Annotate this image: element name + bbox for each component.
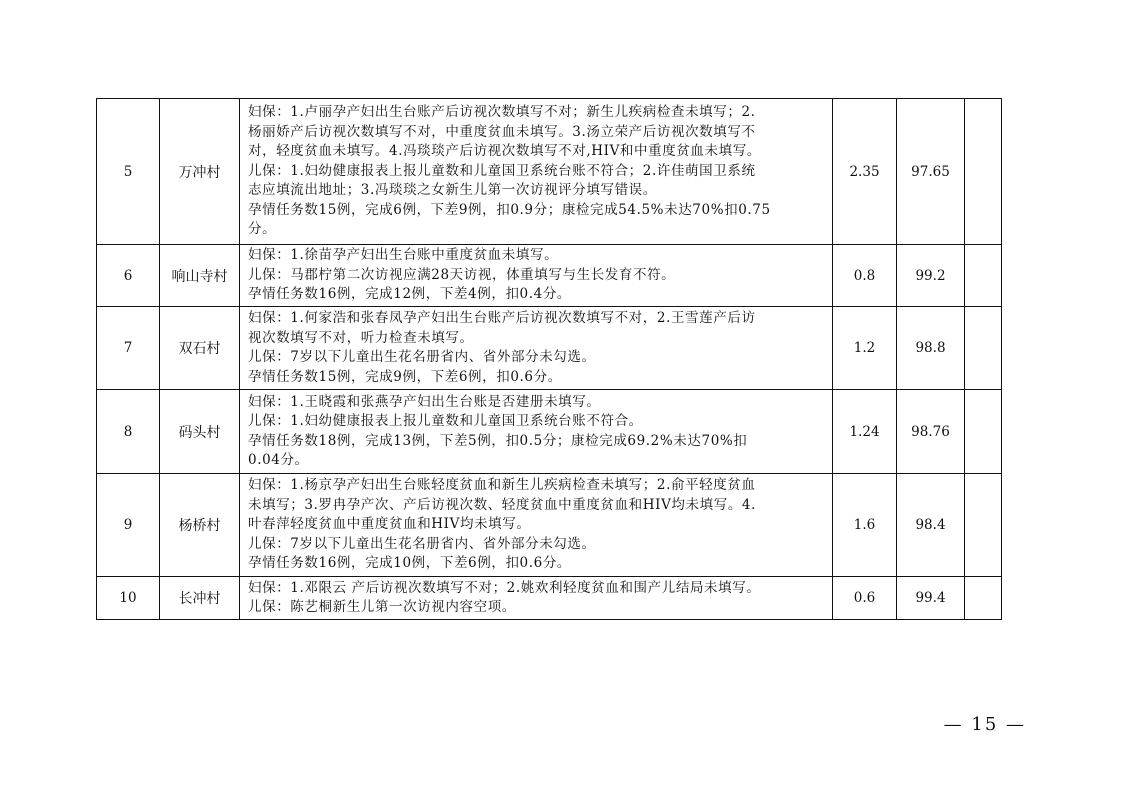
- detail-line: 妇保：1.杨京孕产妇出生台账轻度贫血和新生儿疾病检查未填写；2.俞平轻度贫血: [248, 477, 756, 494]
- score: 99.4: [897, 577, 965, 620]
- detail-line: 杨丽娇产后访视次数填写不对，中重度贫血未填写。3.汤立荣产后访视次数填写不: [248, 123, 756, 140]
- detail-line: 叶春萍轻度贫血中重度贫血和HIV均未填写。: [248, 516, 531, 533]
- detail-line: 0.04分。: [248, 452, 309, 468]
- detail-line: 孕情任务数18例，完成13例，下差5例，扣0.5分；康检完成69.2%未达70%扣: [248, 432, 748, 449]
- score: 99.2: [897, 245, 965, 307]
- inspection-table: [96, 98, 1002, 620]
- note-cell: [965, 245, 1002, 307]
- row-number: 10: [97, 577, 160, 620]
- score: 97.65: [897, 99, 965, 245]
- village-name: 长冲村: [160, 577, 240, 620]
- detail-line: 分。: [248, 221, 277, 238]
- detail-line: 儿保：1.妇幼健康报表上报儿童数和儿童国卫系统台账不符合；2.许佳萌国卫系统: [248, 162, 756, 179]
- table-row: [97, 577, 1002, 620]
- table-row: [97, 390, 1002, 474]
- detail-line: 对，轻度贫血未填写。4.冯琰琰产后访视次数填写不对,HIV和中重度贫血未填写。: [248, 143, 761, 160]
- village-name: 码头村: [160, 390, 240, 474]
- page-number: — 15 —: [943, 714, 1026, 735]
- village-name: 双石村: [160, 307, 240, 390]
- detail-line: 志应填流出地址；3.冯琰琰之女新生儿第一次访视评分填写错误。: [248, 182, 657, 199]
- detail-line: 妇保：1.何家浩和张春凤孕产妇出生台账产后访视次数填写不对，2.王雪莲产后访: [248, 310, 756, 326]
- note-cell: [965, 390, 1002, 474]
- inspection-details: [240, 474, 833, 577]
- detail-line: 孕情任务数15例，完成9例，下差6例，扣0.6分。: [248, 368, 562, 385]
- village-name: 杨桥村: [160, 474, 240, 577]
- inspection-details: [240, 577, 833, 620]
- deduction-points: 1.24: [833, 390, 897, 474]
- detail-line: 孕情任务数15例，完成6例，下差9例，扣0.9分；康检完成54.5%未达70%扣0.75: [248, 201, 771, 218]
- inspection-details: [240, 99, 833, 245]
- deduction-points: 2.35: [833, 99, 897, 245]
- note-cell: [965, 474, 1002, 577]
- detail-line: 妇保：1.徐苗孕产妇出生台账中重度贫血未填写。: [248, 247, 559, 264]
- table-row: [97, 99, 1002, 245]
- score: 98.4: [897, 474, 965, 577]
- inspection-details: [240, 245, 833, 307]
- note-cell: [965, 99, 1002, 245]
- village-name: 万冲村: [160, 99, 240, 245]
- row-number: 6: [97, 245, 160, 307]
- table-body: [97, 99, 1002, 620]
- table-row: [97, 307, 1002, 390]
- deduction-points: 1.6: [833, 474, 897, 577]
- row-number: 5: [97, 99, 160, 245]
- inspection-details: [240, 307, 833, 390]
- detail-line: 孕情任务数16例，完成10例，下差6例，扣0.6分。: [248, 555, 572, 572]
- score: 98.76: [897, 390, 965, 474]
- detail-line: 儿保：7岁以下儿童出生花名册省内、省外部分未勾选。: [248, 349, 596, 365]
- detail-line: 妇保：1.卢丽孕产妇出生台账产后访视次数填写不对；新生儿疾病检查未填写；2.: [248, 104, 756, 121]
- note-cell: [965, 307, 1002, 390]
- detail-line: 儿保：7岁以下儿童出生花名册省内、省外部分未勾选。: [248, 535, 596, 552]
- village-name: 响山寺村: [160, 245, 240, 307]
- detail-line: 孕情任务数16例，完成12例，下差4例，扣0.4分。: [248, 286, 572, 303]
- detail-line: 妇保：1.王晓霞和张燕孕产妇出生台账是否建册未填写。: [248, 393, 601, 410]
- detail-line: 妇保：1.邓限云 产后访视次数填写不对；2.姚欢利轻度贫血和围产儿结局未填写。: [248, 579, 761, 596]
- inspection-details: [240, 390, 833, 474]
- deduction-points: 0.6: [833, 577, 897, 620]
- note-cell: [965, 577, 1002, 620]
- detail-line: 儿保：陈艺桐新生儿第一次访视内容空项。: [248, 599, 516, 615]
- deduction-points: 0.8: [833, 245, 897, 307]
- score: 98.8: [897, 307, 965, 390]
- row-number: 9: [97, 474, 160, 577]
- table-row: [97, 245, 1002, 307]
- table-row: [97, 474, 1002, 577]
- row-number: 8: [97, 390, 160, 474]
- deduction-points: 1.2: [833, 307, 897, 390]
- detail-line: 未填写；3.罗冉孕产次、产后访视次数、轻度贫血中重度贫血和HIV均未填写。4.: [248, 496, 757, 513]
- detail-line: 儿保：马郡柠第二次访视应满28天访视，体重填写与生长发育不符。: [248, 266, 676, 283]
- row-number: 7: [97, 307, 160, 390]
- detail-line: 儿保：1.妇幼健康报表上报儿童数和儿童国卫系统台账不符合。: [248, 413, 643, 429]
- detail-line: 视次数填写不对，听力检查未填写。: [248, 329, 474, 346]
